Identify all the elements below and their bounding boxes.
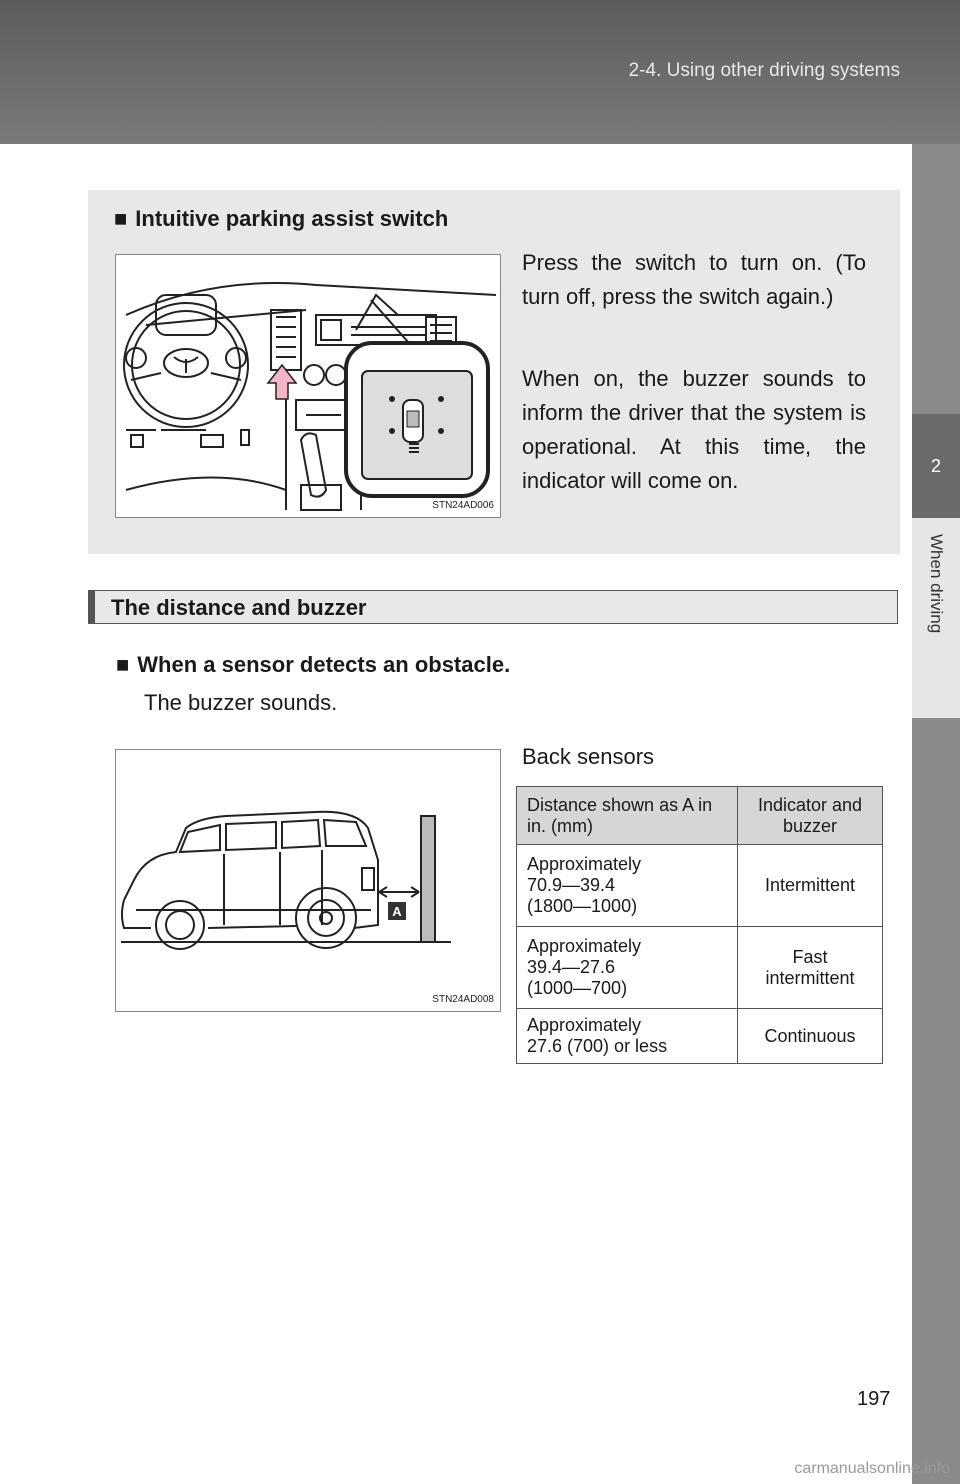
switch-heading xyxy=(114,206,448,232)
page-number: 197 xyxy=(857,1388,891,1410)
distance-table xyxy=(516,786,883,1064)
header-distance: Distance shown as A in in. (mm) xyxy=(517,787,738,845)
square-bullet-icon: ■ xyxy=(116,652,130,677)
distance-line: (1000—700) xyxy=(527,978,628,998)
table-row xyxy=(517,927,883,1009)
header-indicator: Indicator and buzzer xyxy=(738,787,883,845)
table-header-row xyxy=(517,787,883,845)
distance-cell xyxy=(517,845,738,927)
distance-line: Approximately xyxy=(527,854,642,874)
dashboard-illustration xyxy=(115,254,501,518)
sensor-subheading-text: When a sensor detects an obstacle. xyxy=(137,652,511,677)
distance-line: 39.4—27.6 xyxy=(527,957,616,977)
sensor-subheading xyxy=(116,652,510,678)
distance-line: 27.6 (700) or less xyxy=(527,1036,668,1056)
indicator-line: Continuous xyxy=(764,1025,856,1046)
illustration-code: STN24AD006 xyxy=(432,500,494,511)
section-title: 2-4. Using other driving systems xyxy=(628,60,900,81)
watermark-link[interactable]: carmanualsonline.info xyxy=(794,1460,950,1477)
distance-section-title: The distance and buzzer xyxy=(111,595,367,620)
distance-line: 70.9—39.4 xyxy=(527,875,616,895)
distance-line: Approximately xyxy=(527,936,642,956)
indicator-line: Fast xyxy=(792,946,828,967)
indicator-line: intermittent xyxy=(765,967,855,988)
buzzer-sounds-text: The buzzer sounds. xyxy=(144,690,338,715)
back-sensors-label: Back sensors xyxy=(522,744,655,769)
illustration-code: STN24AD008 xyxy=(432,994,494,1005)
distance-cell xyxy=(517,1009,738,1064)
chapter-number-tab[interactable] xyxy=(912,414,960,518)
distance-marker-label: A xyxy=(392,904,402,919)
square-bullet-icon: ■ xyxy=(114,206,128,231)
indicator-cell xyxy=(738,845,883,927)
distance-cell xyxy=(517,927,738,1009)
buzzer-description: When on, the buzzer sounds to inform the driver that the system is operational. At this time, the indicator will come on. xyxy=(522,366,866,493)
side-tab-bottom xyxy=(912,718,960,1484)
dashboard-drawing xyxy=(116,255,500,517)
table-row xyxy=(517,1009,883,1064)
table-row xyxy=(517,845,883,927)
distance-line: Approximately xyxy=(527,1015,642,1035)
indicator-line: Intermittent xyxy=(764,875,856,895)
chapter-label: When driving xyxy=(927,534,946,634)
chapter-label-tab[interactable] xyxy=(912,518,960,718)
indicator-cell xyxy=(738,927,883,1009)
distance-section-heading xyxy=(88,590,898,624)
distance-line: (1800—1000) xyxy=(527,896,638,916)
switch-heading-text: Intuitive parking assist switch xyxy=(135,206,449,231)
chapter-number: 2 xyxy=(930,455,941,476)
side-tab-top xyxy=(912,144,960,414)
switch-instruction: Press the switch to turn on. (To turn off, press the switch again.) xyxy=(522,250,866,309)
indicator-cell xyxy=(738,1009,883,1064)
vehicle-distance-illustration xyxy=(115,749,501,1012)
vehicle-drawing xyxy=(116,750,500,1011)
header-bar xyxy=(0,0,960,144)
